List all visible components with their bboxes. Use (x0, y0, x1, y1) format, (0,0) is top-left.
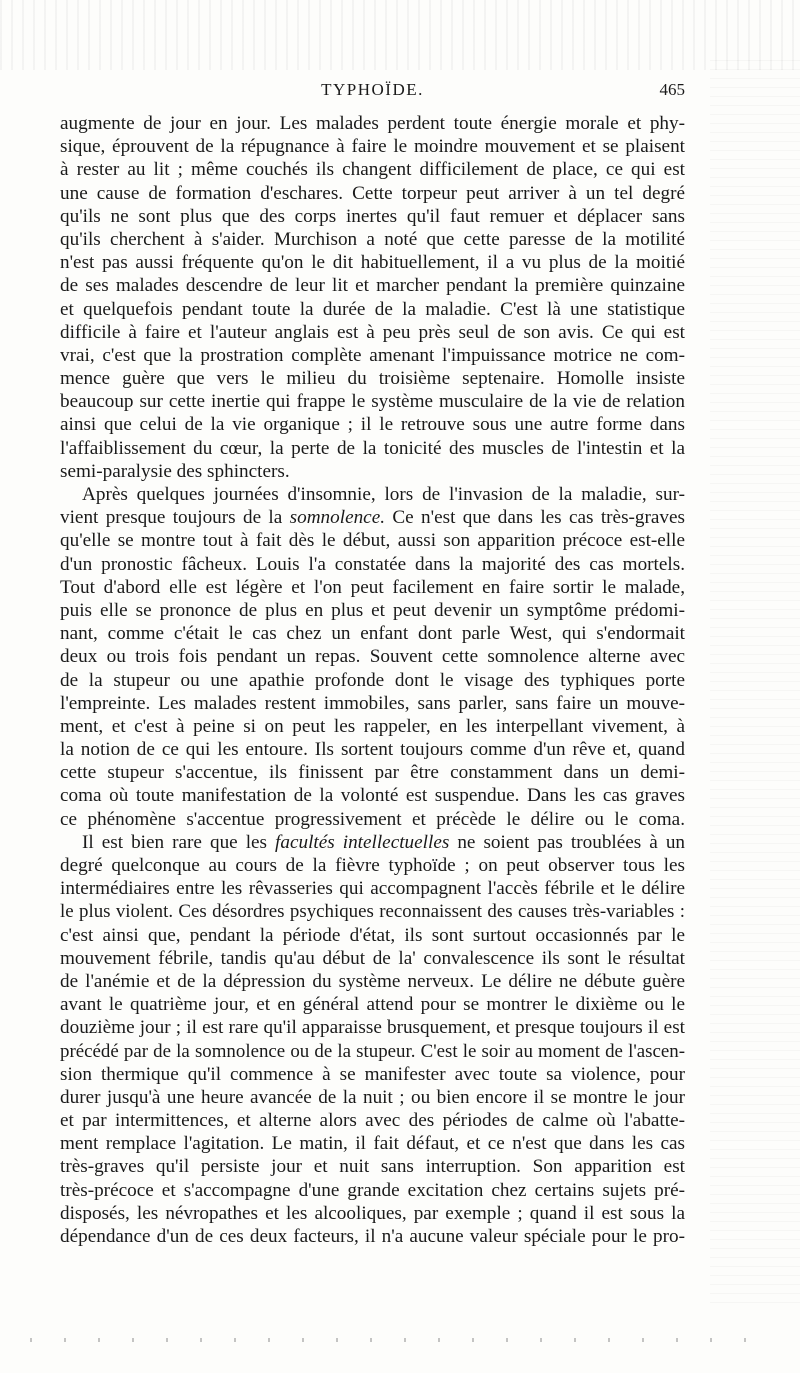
text-line: mence guère que vers le milieu du troisième septenaire. Homolle insiste (60, 368, 685, 390)
text-line: augmente de jour en jour. Les malades perdent toute énergie morale et phy- (60, 113, 685, 134)
text-line: l'empreinte. Les malades restent immobiles, sans parler, sans faire un mouve- (60, 692, 685, 714)
text-segment: vient presque toujours de la (60, 507, 290, 529)
emphasized-term: somnolence. (289, 507, 386, 529)
text-line: et quelquefois pendant toute la durée de la maladie. C'est là une statistique (60, 298, 685, 320)
text-line: ce phénomène s'accentue progressivement et précède le délire ou le coma. (60, 808, 685, 830)
text-line: degré quelconque au cours de la fièvre typhoïde ; on peut observer tous les (60, 855, 685, 876)
text-line: qu'ils ne sont plus que des corps inertes qu'il faut remuer et déplacer sans (60, 205, 685, 227)
text-line: ment, et c'est à peine si on peut les rappeler, en les interpellant vivement, à (60, 715, 685, 737)
text-line: beaucoup sur cette inertie qui frappe le système musculaire de la vie de relation (60, 391, 685, 413)
text-line: ainsi que celui de la vie organique ; il le retrouve sous une autre forme dans (60, 414, 685, 436)
text-line: durer jusqu'à une heure avancée de la nuit ; ou bien encore il se montre le jour (60, 1086, 685, 1108)
text-line: et par intermittences, et alterne alors avec des périodes de calme où l'abatte- (60, 1110, 685, 1132)
text-line: disposés, les névropathes et les alcooliques, par exemple ; quand il est sous la (60, 1202, 685, 1224)
text-line: mouvement fébrile, tandis qu'au début de la' convalescence ils sont le résultat (60, 947, 685, 969)
text-line: de l'anémie et de la dépression du système nerveux. Le délire ne débute guère (60, 970, 685, 992)
text-line: le plus violent. Ces désordres psychiques reconnaissent des causes très-variables : (60, 901, 685, 923)
text-line: ment remplace l'agitation. Le matin, il fait défaut, et ce n'est que dans les cas (60, 1133, 685, 1155)
emphasized-term: facultés intellectuelles (275, 831, 450, 853)
scan-noise-margin (710, 60, 800, 1310)
text-line: Tout d'abord elle est légère et l'on peut facilement en faire sortir le malade, (60, 576, 685, 598)
text-line: précédé par de la somnolence ou de la stupeur. C'est le soir au moment de l'ascen- (60, 1040, 685, 1062)
text-line: la notion de ce qui les entoure. Ils sortent toujours comme d'un rêve et, quand (60, 739, 685, 761)
text-line: de ses malades descendre de leur lit et marcher pendant la première quinzaine (60, 275, 685, 297)
text-line: très-graves qu'il persiste jour et nuit sans interruption. Son apparition est (60, 1156, 685, 1178)
text-line (60, 506, 685, 529)
text-line: deux ou trois fois pendant un repas. Souvent cette somnolence alterne avec (60, 646, 685, 668)
text-line: à rester au lit ; même couchés ils changent difficilement de place, ce qui est (60, 159, 685, 181)
text-line: douzième jour ; il est rare qu'il apparaisse brusquement, et presque toujours il est (60, 1017, 685, 1039)
text-segment: Il est bien rare que les (82, 831, 276, 853)
text-segment: ne soient pas troublées à un (449, 831, 685, 853)
scan-noise-top (0, 0, 800, 70)
text-line: qu'ils cherchent à s'aider. Murchison a noté que cette paresse de la motilité (60, 228, 685, 250)
text-line: d'un pronostic fâcheux. Louis l'a constatée dans la majorité des cas mortels. (60, 553, 685, 575)
running-title: TYPHOÏDE. (321, 80, 424, 99)
text-line: n'est pas aussi fréquente qu'on le dit habituellement, il a vu plus de la moitié (60, 252, 685, 274)
page-number: 465 (659, 80, 685, 99)
body-text (60, 112, 685, 1248)
text-line: très-précoce et s'accompagne d'une grande excitation chez certains sujets pré- (60, 1179, 685, 1201)
text-line: qu'elle se montre tout à fait dès le début, aussi son apparition précoce est-elle (60, 530, 685, 552)
text-line: Après quelques journées d'insomnie, lors de l'invasion de la maladie, sur- (82, 484, 685, 505)
text-line: sique, éprouvent de la répugnance à faire le moindre mouvement et se plaisent (60, 136, 685, 158)
text-line: c'est ainsi que, pendant la période d'état, ils sont surtout occasionnés par le (60, 924, 685, 946)
text-line: sion thermique qu'il commence à se manifester avec toute sa violence, pour (60, 1063, 685, 1085)
page-header (60, 80, 685, 104)
text-line: dépendance d'un de ces deux facteurs, il n'a aucune valeur spéciale pour le pro- (60, 1226, 685, 1247)
text-line: difficile à faire et l'auteur anglais est à peu près seul de son avis. Ce qui est (60, 321, 685, 343)
text-line (60, 831, 685, 854)
text-line: intermédiaires entre les rêvasseries qui accompagnent l'accès fébrile et le délire (60, 878, 685, 900)
text-line: coma où toute manifestation de la volonté est suspendue. Dans les cas graves (60, 785, 685, 807)
text-line: nant, comme c'était le cas chez un enfant dont parle West, qui s'endormait (60, 623, 685, 645)
text-segment: Ce n'est que dans les cas très-graves (385, 507, 685, 529)
text-line: une cause de formation d'eschares. Cette torpeur peut arriver à un tel degré (60, 182, 685, 204)
text-line: puis elle se prononce de plus en plus et peut devenir un symptôme prédomi- (60, 599, 685, 621)
text-line: cette stupeur s'accentue, ils finissent par être constamment dans un demi- (60, 762, 685, 784)
text-line: avant le quatrième jour, et en général attend pour se montrer le dixième ou le (60, 994, 685, 1016)
text-line: semi-paralysie des sphincters. (60, 460, 290, 482)
text-line: vrai, c'est que la prostration complète amenant l'impuissance motrice ne com- (60, 344, 685, 366)
text-line: de la stupeur ou une apathie profonde dont le visage des typhiques porte (60, 669, 685, 691)
text-line: l'affaiblissement du cœur, la perte de la tonicité des muscles de l'intestin et la (60, 437, 685, 459)
scan-noise-bottom (30, 1338, 770, 1342)
